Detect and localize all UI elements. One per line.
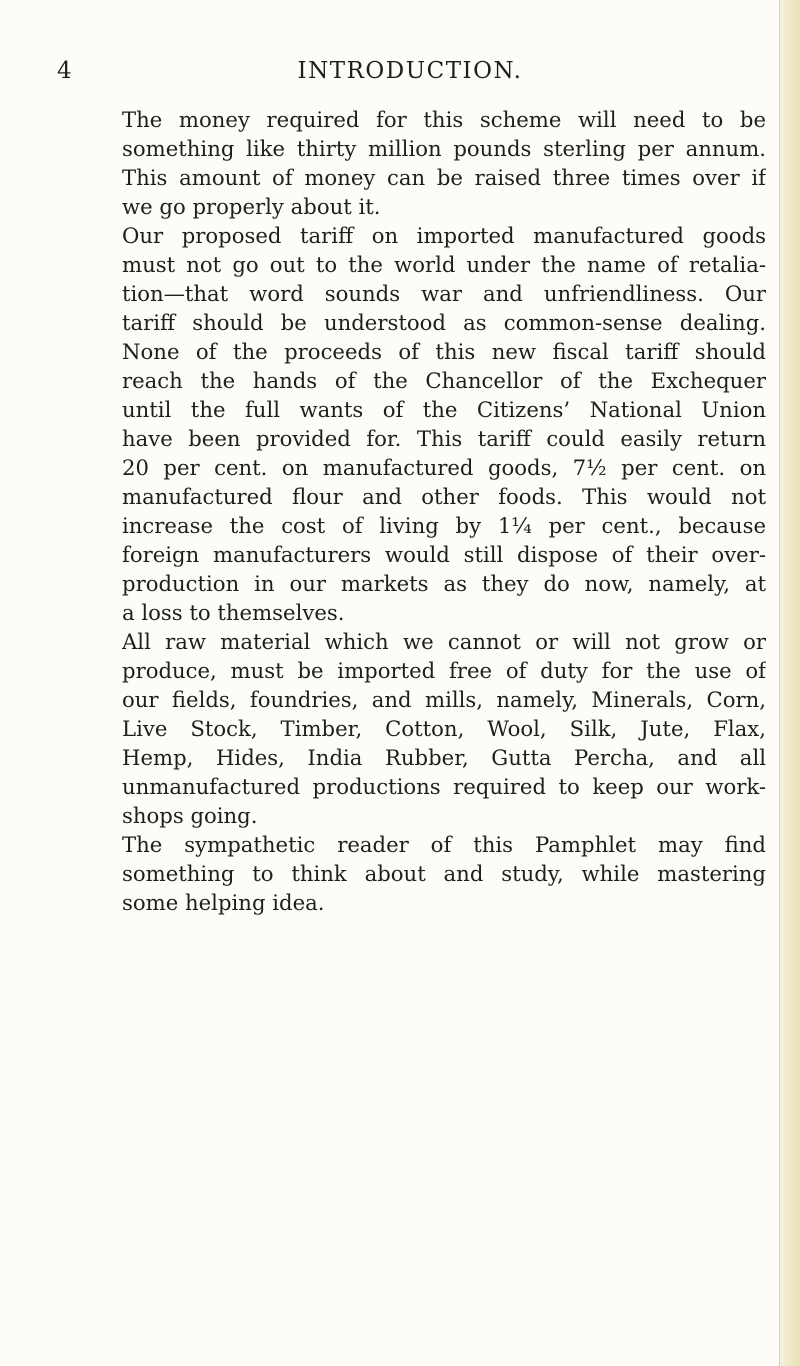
text-line: unmanufactured productions required to keep our work- (122, 774, 766, 799)
text-line: All raw material which we cannot or will not grow or (122, 629, 766, 654)
text-line: must not go out to the world under the name of retalia- (122, 252, 766, 277)
text-line: a loss to themselves. (122, 600, 345, 625)
text-line: The sympathetic reader of this Pamphlet may find (122, 832, 766, 857)
text-line: something like thirty million pounds sterling per annum. (122, 136, 766, 161)
body-text (122, 105, 766, 917)
page-number: 4 (57, 58, 72, 84)
text-line: production in our markets as they do now, namely, at (122, 571, 766, 596)
text-line: tion—that word sounds war and unfriendliness. Our (122, 281, 766, 306)
text-line: Live Stock, Timber, Cotton, Wool, Silk, Jute, Flax, (122, 716, 766, 741)
text-line: None of the proceeds of this new fiscal tariff should (122, 339, 766, 364)
text-line: manufactured flour and other foods. This would not (122, 484, 766, 509)
text-line: until the full wants of the Citizens’ National Union (122, 397, 766, 422)
text-line: 20 per cent. on manufactured goods, 7½ per cent. on (122, 455, 766, 480)
text-line: Hemp, Hides, India Rubber, Gutta Percha, and all (122, 745, 766, 770)
text-line: have been provided for. This tariff could easily return (122, 426, 766, 451)
page-edge (779, 0, 800, 1366)
text-line: we go properly about it. (122, 194, 381, 219)
text-line: shops going. (122, 803, 258, 828)
page-header (0, 56, 780, 92)
text-line: This amount of money can be raised three times over if (122, 165, 766, 190)
text-line: something to think about and study, while mastering (122, 861, 766, 886)
text-line: produce, must be imported free of duty for the use of (122, 658, 766, 683)
running-head: INTRODUCTION. (297, 58, 523, 84)
text-line: reach the hands of the Chancellor of the Exchequer (122, 368, 766, 393)
text-line: foreign manufacturers would still dispose of their over- (122, 542, 766, 567)
text-line: tariff should be understood as common-sense dealing. (122, 310, 766, 335)
text-line: some helping idea. (122, 890, 325, 915)
text-line: increase the cost of living by 1¼ per cent., because (122, 513, 766, 538)
text-line: Our proposed tariff on imported manufactured goods (122, 223, 766, 248)
text-line: The money required for this scheme will need to be (122, 107, 766, 132)
text-line: our fields, foundries, and mills, namely, Minerals, Corn, (122, 687, 766, 712)
